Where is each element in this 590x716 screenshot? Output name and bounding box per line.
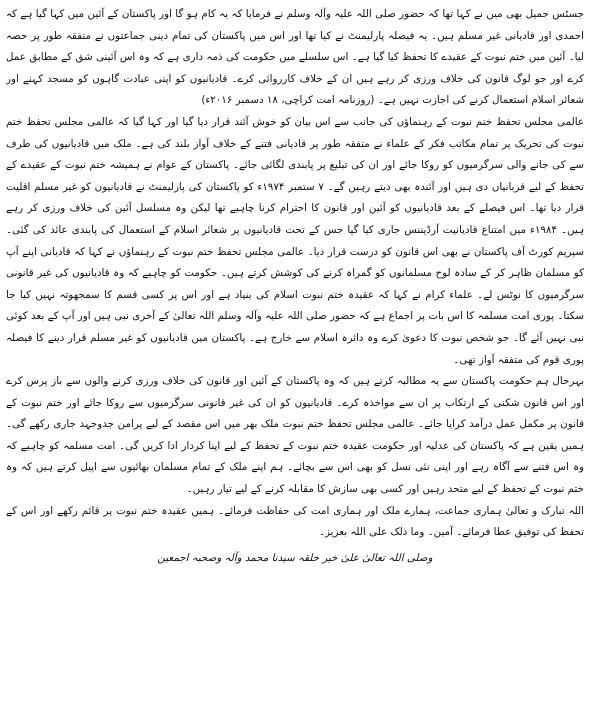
closing-signature: وصلی اللہ تعالیٰ علیٰ خیر خلقہ سیدنا محمد وآلہ وصحبہ اجمعین <box>157 551 433 564</box>
paragraph-2: عالمی مجلس تحفظ ختم نبوت کے رہنماؤں کی جانب سے اس بیان کو خوش آئند قرار دیا گیا اور کہا گیا کہ عالمی مجلس تحفظ ختم نبوت کی تحریک پر تمام مکاتب فکر کے علماء نے متفقہ طور پر قادیانی فتنے کے خلاف آواز بلند کی ہے۔ ملک میں قادیانیوں کی طرف سے کی جانے والی سرگرمیوں کو روکا جائے اور ان کی تبلیغ پر پابندی لگائی جائے۔ پاکستان کے عوام نے ہمیشہ ختم نبوت کے عقیدے کے تحفظ کے لیے قربانیاں دی ہیں اور آئندہ بھی دیتے رہیں گے۔ ۷ ستمبر ۱۹۷۴ء کو پاکستان کی پارلیمنٹ نے قادیانیوں کو غیر مسلم اقلیت قرار دیا تھا۔ اس فیصلے کے بعد قادیانیوں کو آئین اور قانون کا احترام کرنا چاہیے تھا لیکن وہ مسلسل آئین کی خلاف ورزی کر رہے ہیں۔ ۱۹۸۴ء میں امتناع قادیانیت آرڈیننس جاری کیا گیا جس کے تحت قادیانیوں پر شعائر اسلام کے استعمال کی پابندی عائد کی گئی۔ سپریم کورٹ آف پاکستان نے بھی اس قانون کو درست قرار دیا۔ عالمی مجلس تحفظ ختم نبوت کے رہنماؤں نے کہا کہ قادیانی اپنے آپ کو مسلمان ظاہر کر کے سادہ لوح مسلمانوں کو گمراہ کرنے کی کوشش کرتے ہیں۔ حکومت کو چاہیے کہ وہ قادیانیوں کی غیر قانونی سرگرمیوں کا نوٹس لے۔ علماء کرام نے کہا کہ عقیدہ ختم نبوت اسلام کی بنیاد ہے اور اس پر کسی قسم کا سمجھوتہ نہیں کیا جا سکتا۔ پوری امت مسلمہ کا اس بات پر اجماع ہے کہ حضور صلی اللہ علیہ وآلہ وسلم اللہ تعالیٰ کے آخری نبی ہیں اور آپ کے بعد کوئی نبی نہیں آئے گا۔ جو شخص نبوت کا دعویٰ کرے وہ دائرہ اسلام سے خارج ہے۔ پاکستان میں قادیانیوں کو غیر مسلم قرار دینے کا فیصلہ پوری قوم کی متفقہ آواز تھی۔ <box>6 115 584 366</box>
paragraph-4: اللہ تبارک و تعالیٰ ہماری جماعت، ہمارے ملک اور ہماری امت کی حفاظت فرمائے۔ ہمیں عقیدہ ختم نبوت پر قائم رکھے اور اس کے تحفظ کی توفیق عطا فرمائے۔ آمین۔ وما ذلک علی اللہ بعزیز۔ <box>6 504 584 539</box>
document-page <box>6 4 584 712</box>
paragraph-1: جسٹس جمیل بھی میں نے کہا تھا کہ حضور صلی اللہ علیہ وآلہ وسلم نے فرمایا کہ یہ کام ہو گا اور پاکستان کے آئین میں کہا گیا ہے کہ احمدی اور قادیانی غیر مسلم ہیں۔ یہ فیصلہ پارلیمنٹ نے کیا تھا اور اس میں پاکستان کی تمام دینی جماعتوں نے متفقہ طور پر حصہ لیا۔ آئین میں ختم نبوت کے عقیدے کا تحفظ کیا گیا ہے۔ اس سلسلے میں حکومت کی ذمہ داری ہے کہ وہ اس آئینی شق کے مطابق عمل کرے اور جو لوگ قانون کی خلاف ورزی کر رہے ہیں ان کے خلاف کارروائی کرے۔ قادیانیوں کو اپنی عبادت گاہوں کو مسجد کہنے اور شعائر اسلام استعمال کرنے کی اجازت نہیں ہے۔ (روزنامہ امت کراچی، ۱۸ دسمبر ۲۰۱۶ء) <box>6 8 584 107</box>
paragraph-3: بہرحال ہم حکومت پاکستان سے یہ مطالبہ کرتے ہیں کہ وہ پاکستان کے آئین اور قانون کی خلاف ورزی کرنے والوں سے باز پرس کرے اور اس قانون شکنی کے ارتکاب پر ان سے مواخذہ کرے۔ قادیانیوں کو ان کی غیر قانونی سرگرمیوں سے روکا جائے اور ختم نبوت کے قانون پر مکمل عمل درآمد کرایا جائے۔ عالمی مجلس تحفظ ختم نبوت ملک بھر میں اس مقصد کے لیے پرامن جدوجہد جاری رکھے گی۔ ہمیں یقین ہے کہ پاکستان کی عدلیہ اور حکومت عقیدہ ختم نبوت کے تحفظ کے لیے اپنا کردار ادا کریں گی۔ امت مسلمہ کو چاہیے کہ وہ اس فتنے سے آگاہ رہے اور اپنی نئی نسل کو بھی اس سے بچائے۔ ہم اپنے ملک کے تمام مسلمان بھائیوں سے اپیل کرتے ہیں کہ وہ ختم نبوت کے تحفظ کے لیے متحد رہیں اور کسی بھی سازش کا مقابلہ کرنے کے لیے تیار رہیں۔ <box>6 375 584 496</box>
